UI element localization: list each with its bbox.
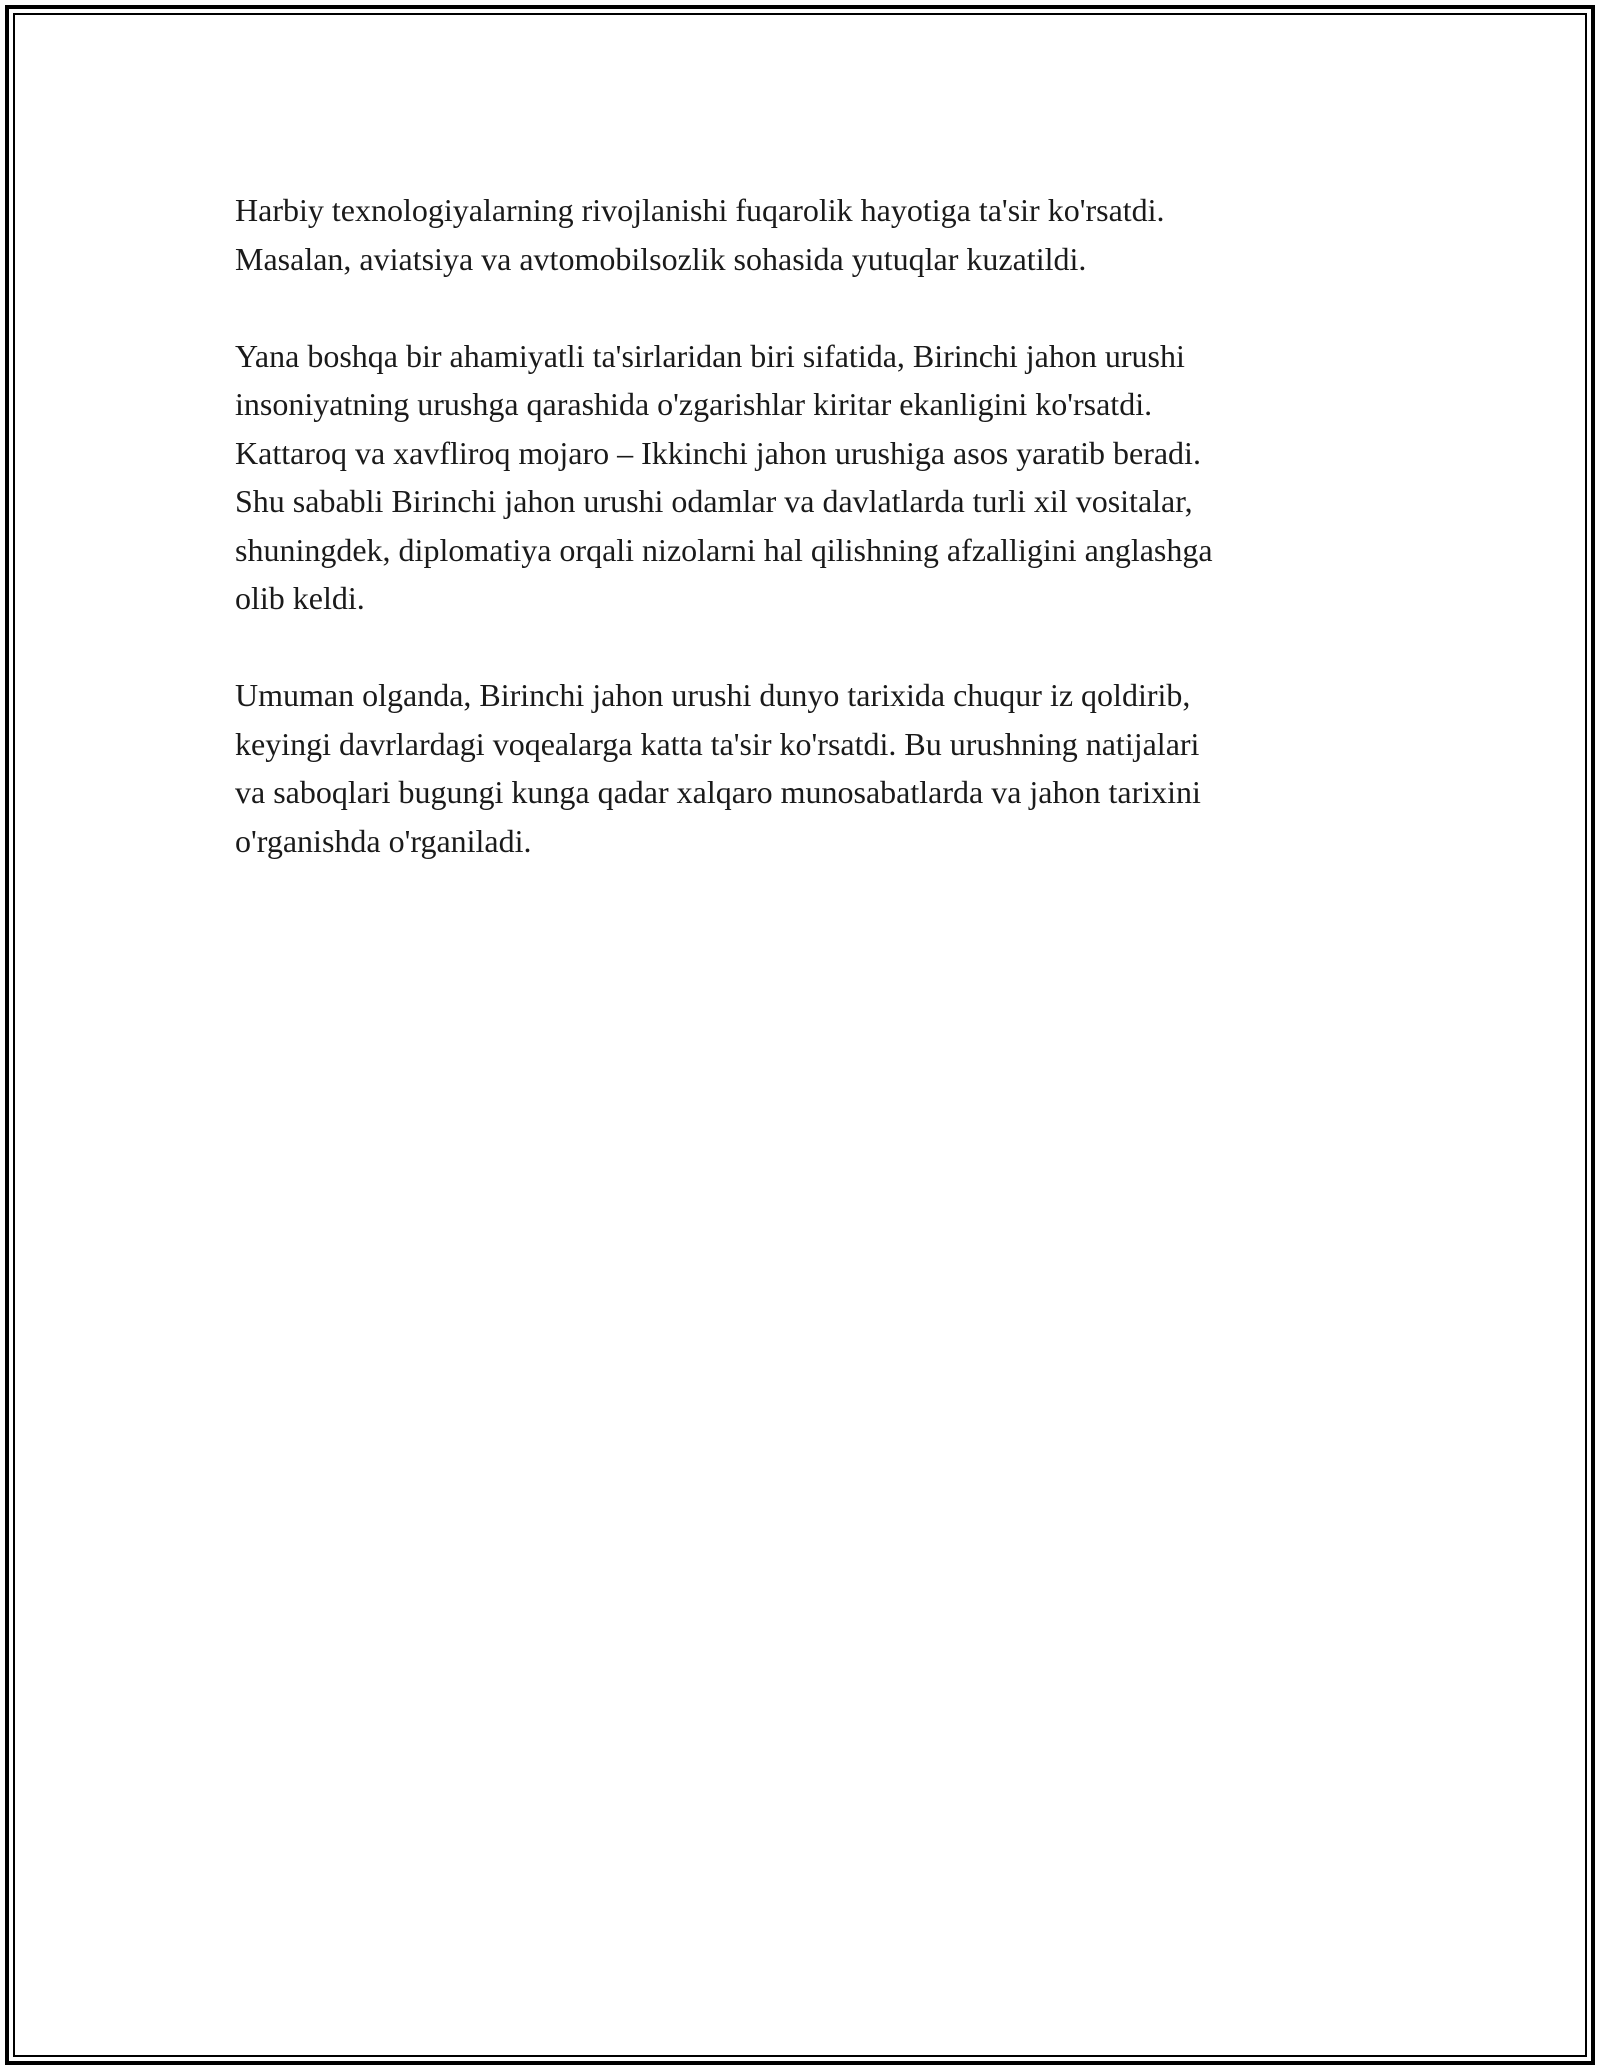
text-line: Shu sababli Birinchi jahon urushi odamlar va davlatlarda turli xil vositalar, <box>235 483 1193 519</box>
paragraph-2 <box>235 332 1365 623</box>
text-line: keyingi davrlardagi voqealarga katta ta'sir ko'rsatdi. Bu urushning natijalari <box>235 725 1200 762</box>
text-line: Harbiy texnologiyalarning rivojlanishi fuqarolik hayotiga ta'sir ko'rsatdi. <box>235 192 1165 228</box>
text-line: olib keldi. <box>235 580 365 616</box>
paragraph-1 <box>235 186 1365 283</box>
text-line: Kattaroq va xavfliroq mojaro – Ikkinchi jahon urushiga asos yaratib beradi. <box>235 434 1201 471</box>
text-line: Masalan, aviatsiya va avtomobilsozlik sohasida yutuqlar kuzatildi. <box>235 240 1087 277</box>
text-line: insoniyatning urushga qarashida o'zgarishlar kiritar ekanligini ko'rsatdi. <box>235 386 1153 422</box>
text-line: Umuman olganda, Birinchi jahon urushi dunyo tarixida chuqur iz qoldirib, <box>235 677 1191 713</box>
paragraph-3 <box>235 671 1365 865</box>
text-line: shuningdek, diplomatiya orqali nizolarni hal qilishning afzalligini anglashga <box>235 531 1213 568</box>
document-body <box>235 186 1365 914</box>
text-line: o'rganishda o'rganiladi. <box>235 822 532 859</box>
text-line: Yana boshqa bir ahamiyatli ta'sirlaridan biri sifatida, Birinchi jahon urushi <box>235 337 1185 374</box>
text-line: va saboqlari bugungi kunga qadar xalqaro munosabatlarda va jahon tarixini <box>235 774 1201 810</box>
